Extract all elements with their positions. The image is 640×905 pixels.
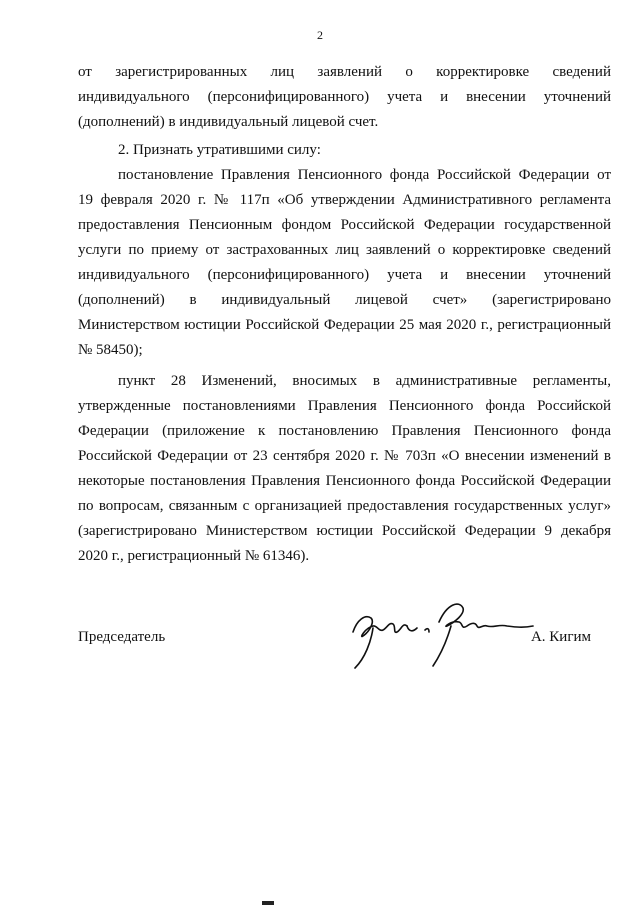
text-line: предоставления Пенсионным фондом Российской Федерации государственной: [78, 217, 611, 233]
text-line: (зарегистрировано Министерством юстиции Российской Федерации 9 декабря: [78, 523, 611, 539]
text-line: Российской Федерации от 23 сентября 2020 г. № 703п «О внесении изменений в: [78, 448, 611, 464]
text-line: по вопросам, связанным с организацией предоставления государственных услуг»: [78, 498, 611, 514]
text-line: Федерации (приложение к постановлению Правления Пенсионного фонда: [78, 423, 611, 439]
text-line: Министерством юстиции Российской Федерации 25 мая 2020 г., регистрационный: [78, 317, 611, 333]
text-line: 2. Признать утратившими силу:: [118, 142, 321, 158]
text-line: постановление Правления Пенсионного фонда Российской Федерации от: [118, 167, 611, 183]
text-line: некоторые постановления Правления Пенсионного фонда Российской Федерации: [78, 473, 611, 489]
signatory-title: Председатель: [78, 629, 166, 645]
text-line: № 58450);: [78, 342, 143, 358]
text-line: услуги по приему от застрахованных лиц заявлений о корректировке сведений: [78, 242, 611, 258]
paragraph-item-28: [78, 369, 611, 569]
signatory-name: А. Кигим: [530, 629, 591, 645]
text-line: от зарегистрированных лиц заявлений о корректировке сведений: [78, 64, 611, 80]
paragraph-resolution-117p: [78, 163, 611, 363]
text-line: пункт 28 Изменений, вносимых в административные регламенты,: [118, 373, 611, 389]
page-number: 2: [317, 28, 323, 42]
text-line: 19 февраля 2020 г. № 117п «Об утверждении Административного регламента: [78, 192, 611, 208]
handwritten-signature: [343, 592, 543, 672]
text-line: утвержденные постановлениями Правления Пенсионного фонда Российской: [78, 398, 611, 414]
paragraph-repeal-heading: [78, 138, 611, 163]
signature-block: [78, 622, 611, 672]
text-line: индивидуального (персонифицированного) учета и внесении уточнений: [78, 267, 611, 283]
text-line: индивидуального (персонифицированного) учета и внесении уточнений: [78, 89, 611, 105]
paragraph-continuation: [78, 60, 611, 135]
text-line: 2020 г., регистрационный № 61346).: [78, 548, 310, 564]
scan-artifact: [262, 901, 274, 905]
text-line: (дополнений) в индивидуальный лицевой счет» (зарегистрировано: [78, 292, 611, 308]
text-line: (дополнений) в индивидуальный лицевой счет.: [78, 114, 379, 130]
